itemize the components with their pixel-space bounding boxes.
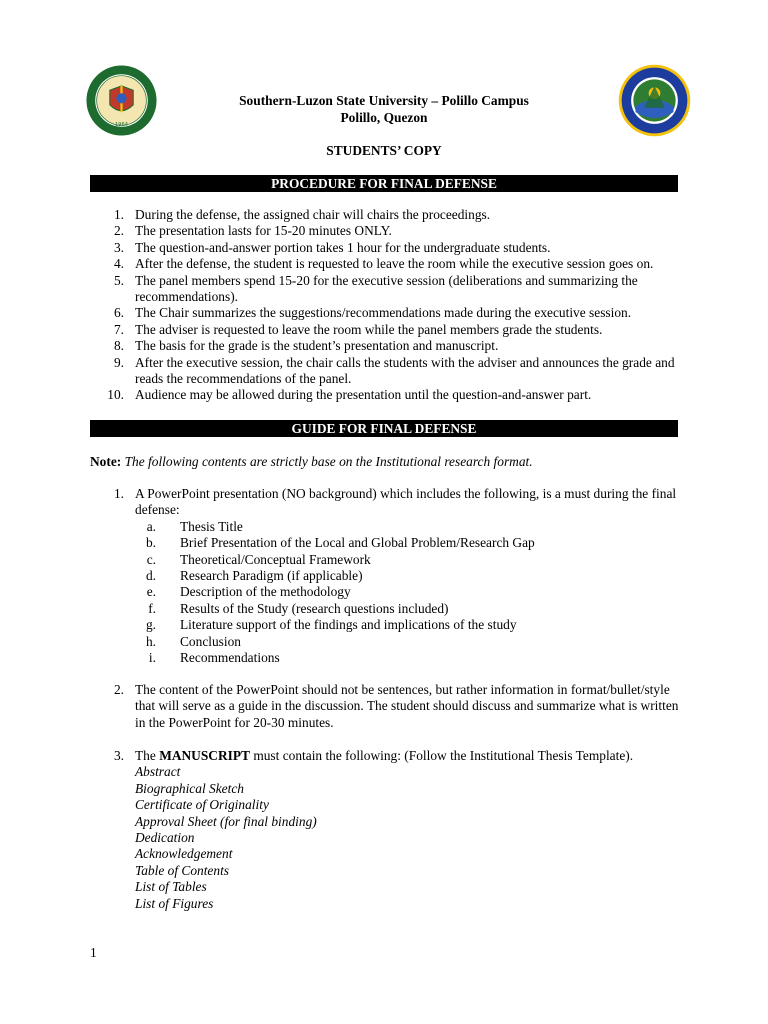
list-item: b. Brief Presentation of the Local and Global Problem/Research Gap [145,535,535,551]
seal-year: 1964 [114,122,129,129]
list-item: c. Theoretical/Conceptual Framework [146,551,371,567]
list-item: f. Results of the Study (research questions included) [148,600,449,616]
list-item: i. Recommendations [148,650,280,666]
list-item: List of Figures [135,895,214,911]
list-item: Dedication [135,830,195,846]
list-item: Certificate of Originality [135,797,269,813]
list-item: Acknowledgement [135,846,233,862]
list-item: d. Research Paradigm (if applicable) [145,568,363,584]
list-item: Approval Sheet (for final binding) [135,813,317,829]
university-name: Southern-Luzon State University – Polillo Campus [239,93,529,108]
list-item: 9. After the executive session, the chair calls the students with the adviser and announces the grade and reads the recommendations of the panel. [113,354,675,387]
list-item: List of Tables [135,879,207,895]
list-item: h. Conclusion [145,633,242,649]
copy-label: STUDENTS’ COPY [326,143,442,158]
list-item: 7. The adviser is requested to leave the room while the panel members grade the students. [113,321,603,337]
note-label: Note: [90,454,122,469]
list-item: 1. During the defense, the assigned chair will chairs the proceedings. [113,207,491,222]
list-item: 3. The question-and-answer portion takes 1 hour for the undergraduate students. [113,239,551,255]
note-text: The following contents are strictly base on the Institutional research format. [124,454,533,469]
list-item: 4. After the defense, the student is requested to leave the room while the executive session goes on. [113,256,654,272]
manuscript-parts-list [90,764,680,912]
powerpoint-contents-list [90,519,680,667]
list-item: 10. Audience may be allowed during the presentation until the question-and-answer part. [107,387,592,403]
list-item: 5. The panel members spend 15-20 for the executive session (deliberations and summarizing the recommendations). [113,272,638,305]
guide-item-content: 2. The content of the PowerPoint should not be sentences, but rather information in format/bullet/style that will serve as a guide in the discussion. The student should discuss and summarize what is written in the PowerPoint for 20-30 minutes. [113,682,679,730]
page-number: 1 [90,945,97,960]
list-item: 2. The presentation lasts for 15-20 minutes ONLY. [113,223,392,239]
guide-item-manuscript: 3. The MANUSCRIPT must contain the following: (Follow the Institutional Thesis Template). Abstract Biographical Sketch Certificate of Originality Approval Sheet (for final binding) Dedication Acknowledgement Table of Contents List of Tables List of Figures [90,748,680,912]
list-item: 6. The Chair summarizes the suggestions/recommendations made during the executive session. [113,305,632,321]
campus-location: Polillo, Quezon [340,110,428,125]
list-item: g. Literature support of the findings and implications of the study [145,617,517,633]
guide-note [90,454,690,470]
list-item: Abstract [135,764,181,780]
list-item: e. Description of the methodology [146,584,351,600]
list-item: Table of Contents [135,862,229,878]
list-item: 8. The basis for the grade is the student’s presentation and manuscript. [113,338,499,354]
guide-heading: GUIDE FOR FINAL DEFENSE [90,420,678,437]
list-item: a. Thesis Title [146,518,243,534]
procedure-list [90,207,680,404]
procedure-heading: PROCEDURE FOR FINAL DEFENSE [90,175,678,192]
guide-item-powerpoint: 1. A PowerPoint presentation (NO background) which includes the following, is a must during the final defense: a. Thesis Title b. Brief Presentation of the Local and Global Problem/Research Gap c. Theoretical/Conceptual Framework d. Research Paradigm (if applicable) e. Description of the methodology f. Results of the Study (research questions included) g. Literature support of the findings and implications of the study h. Conclusion i. Recommendations [90,486,680,666]
list-item: Biographical Sketch [135,780,244,796]
